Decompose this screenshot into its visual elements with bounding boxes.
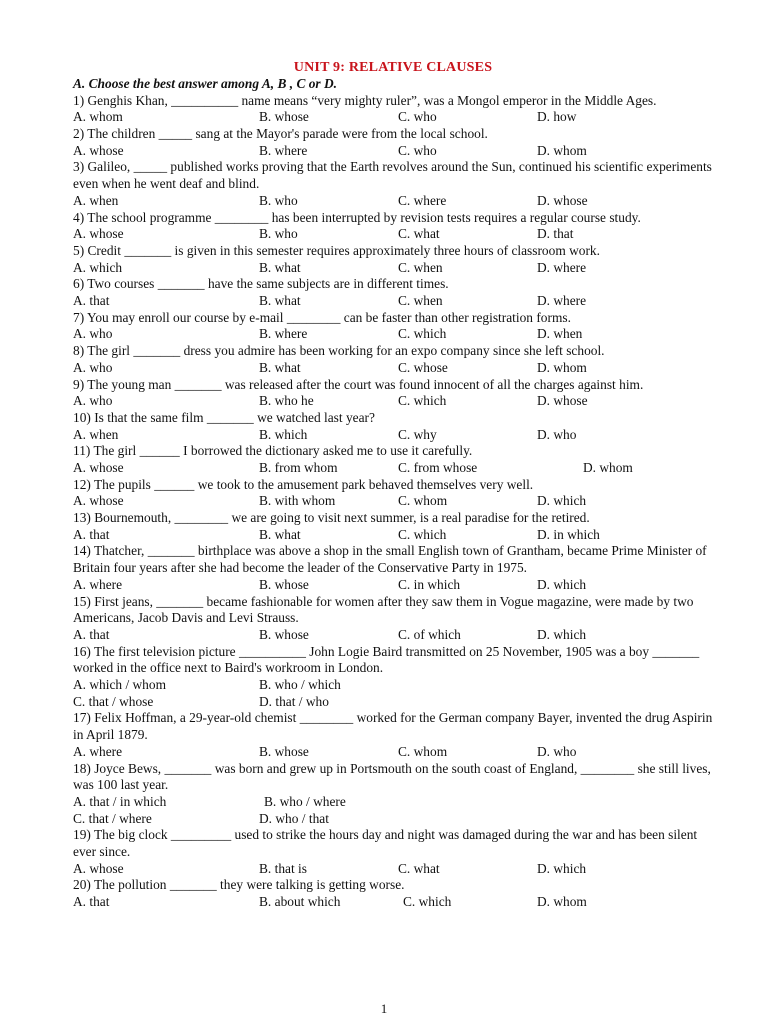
question-stem: 4) The school programme ________ has been interrupted by revision tests requires a regular course study.	[73, 209, 641, 225]
question-item	[73, 159, 713, 209]
answer-options-row	[73, 527, 713, 544]
answer-option[interactable]: D. who / that	[259, 810, 329, 826]
question-stem: 2) The children _____ sang at the Mayor's parade were from the local school.	[73, 126, 488, 142]
answer-option[interactable]: C. who	[398, 142, 437, 158]
question-stem: 9) The young man _______ was released after the court was found innocent of all the charges against him.	[73, 376, 644, 392]
question-stem: 17) Felix Hoffman, a 29-year-old chemist ________ worked for the German company Bayer, invented the drug Aspirin in April 1879.	[73, 710, 713, 743]
answer-option[interactable]: B. who	[259, 226, 298, 242]
answer-option[interactable]: C. what	[398, 860, 440, 876]
answer-option[interactable]: A. whose	[73, 860, 124, 876]
answer-option[interactable]: C. from whose	[398, 460, 478, 476]
answer-option[interactable]: A. where	[73, 576, 123, 592]
answer-option[interactable]: C. whom	[398, 743, 448, 759]
answer-options-row	[73, 811, 713, 828]
answer-options-row	[73, 493, 713, 510]
answer-options-row	[73, 577, 713, 594]
question-stem: 11) The girl ______ I borrowed the dictionary asked me to use it carefully.	[73, 443, 473, 459]
question-item	[73, 93, 713, 126]
answer-option[interactable]: B. who he	[259, 393, 314, 409]
answer-option[interactable]: C. which	[398, 326, 447, 342]
question-item	[73, 594, 713, 644]
answer-option[interactable]: D. whose	[537, 192, 588, 208]
answer-option[interactable]: C. whom	[398, 493, 448, 509]
answer-option[interactable]: A. when	[73, 192, 119, 208]
answer-option[interactable]: A. who	[73, 326, 113, 342]
question-item	[73, 710, 713, 760]
answer-options-row	[73, 143, 713, 160]
answer-option[interactable]: B. from whom	[259, 460, 338, 476]
answer-option[interactable]: D. where	[537, 293, 587, 309]
answer-option[interactable]: A. whose	[73, 460, 124, 476]
answer-option[interactable]: B. which	[259, 426, 308, 442]
answer-option[interactable]: B. where	[259, 326, 308, 342]
question-stem: 6) Two courses _______ have the same subjects are in different times.	[73, 276, 449, 292]
answer-option[interactable]: B. what	[259, 359, 301, 375]
answer-option[interactable]: D. which	[537, 626, 587, 642]
answer-option[interactable]: C. which	[398, 526, 447, 542]
answer-option[interactable]: B. with whom	[259, 493, 336, 509]
answer-option[interactable]: A. that	[73, 526, 110, 542]
answer-option[interactable]: A. who	[73, 393, 113, 409]
answer-option[interactable]: D. whom	[537, 142, 587, 158]
answer-option[interactable]: D. which	[537, 576, 587, 592]
answer-option[interactable]: A. who	[73, 359, 113, 375]
question-item	[73, 827, 713, 877]
question-item	[73, 761, 713, 828]
answer-option[interactable]: D. when	[537, 326, 583, 342]
question-item	[73, 126, 713, 159]
answer-options-row	[73, 861, 713, 878]
question-stem: 8) The girl _______ dress you admire has been working for an expo company since she left school.	[73, 343, 605, 359]
answer-option[interactable]: A. that	[73, 626, 110, 642]
question-item	[73, 510, 713, 543]
question-item	[73, 377, 713, 410]
answer-options-row	[73, 894, 713, 911]
answer-option[interactable]: C. which	[403, 894, 452, 910]
question-item	[73, 443, 713, 476]
section-instruction: A. Choose the best answer among A, B , C or D.	[73, 76, 338, 91]
page-number: 1	[380, 1001, 388, 1016]
answer-option[interactable]: C. whose	[398, 359, 448, 375]
answer-options-row	[73, 293, 713, 310]
answer-option[interactable]: B. about which	[259, 894, 341, 910]
answer-option[interactable]: B. whose	[259, 743, 309, 759]
answer-option[interactable]: C. in which	[398, 576, 461, 592]
question-stem: 10) Is that the same film _______ we watched last year?	[73, 409, 375, 425]
answer-option[interactable]: B. what	[259, 259, 301, 275]
answer-option[interactable]: A. when	[73, 426, 119, 442]
answer-options-row	[73, 694, 713, 711]
page-title: UNIT 9: RELATIVE CLAUSES	[293, 60, 493, 75]
question-item	[73, 343, 713, 376]
answer-option[interactable]: C. that / where	[73, 810, 152, 826]
answer-option[interactable]: C. of which	[398, 626, 461, 642]
question-stem: 19) The big clock _________ used to strike the hours day and night was damaged during the war and has been silent ever since.	[73, 827, 698, 860]
answer-option[interactable]: B. what	[259, 526, 301, 542]
answer-option[interactable]: C. when	[398, 259, 443, 275]
answer-option[interactable]: D. whom	[537, 894, 587, 910]
answer-option[interactable]: D. in which	[537, 526, 600, 542]
answer-option[interactable]: D. which	[537, 493, 587, 509]
answer-option[interactable]: D. which	[537, 860, 587, 876]
answer-options-row	[73, 627, 713, 644]
answer-option[interactable]: A. where	[73, 743, 123, 759]
question-stem: 7) You may enroll our course by e-mail ________ can be faster than other registration forms.	[73, 309, 571, 325]
question-item	[73, 276, 713, 309]
answer-option[interactable]: C. when	[398, 293, 443, 309]
answer-option[interactable]: B. that is	[259, 860, 307, 876]
question-stem: 14) Thatcher, _______ birthplace was above a shop in the small English town of Grantham, became Prime Minister of Britain four years after she had become the leader of the Conservative Party in 1975.	[73, 543, 707, 576]
answer-option[interactable]: D. how	[537, 109, 577, 125]
question-item	[73, 477, 713, 510]
question-list	[73, 93, 713, 911]
answer-options-row	[73, 794, 713, 811]
answer-option[interactable]: B. whose	[259, 576, 309, 592]
answer-option[interactable]: A. which / whom	[73, 677, 166, 693]
answer-option[interactable]: A. whose	[73, 142, 124, 158]
answer-option[interactable]: C. where	[398, 192, 447, 208]
answer-options-row	[73, 677, 713, 694]
answer-option[interactable]: B. who / which	[259, 677, 341, 693]
answer-options-row	[73, 326, 713, 343]
answer-option[interactable]: B. who	[259, 192, 298, 208]
answer-option[interactable]: C. that / whose	[73, 693, 154, 709]
answer-option[interactable]: D. that	[537, 226, 574, 242]
answer-option[interactable]: B. whose	[259, 109, 309, 125]
answer-option[interactable]: A. whom	[73, 109, 123, 125]
answer-option[interactable]: D. who	[537, 743, 577, 759]
question-stem: 13) Bournemouth, ________ we are going to visit next summer, is a real paradise for the retired.	[73, 510, 590, 526]
answer-option[interactable]: B. where	[259, 142, 308, 158]
answer-option[interactable]: C. which	[398, 393, 447, 409]
answer-options-row	[73, 744, 713, 761]
question-item	[73, 310, 713, 343]
question-item	[73, 410, 713, 443]
answer-option[interactable]: D. whom	[537, 359, 587, 375]
answer-option[interactable]: A. that	[73, 894, 110, 910]
question-stem: 16) The first television picture __________ John Logie Baird transmitted on 25 November, 1905 was a boy _______ worked in the office next to Baird's workroom in London.	[73, 643, 700, 676]
answer-option[interactable]: A. that	[73, 293, 110, 309]
question-stem: 15) First jeans, _______ became fashionable for women after they saw them in Vogue magazine, were made by two Americans, Jacob Davis and Levi Strauss.	[73, 593, 694, 626]
answer-options-row	[73, 109, 713, 126]
question-stem: 12) The pupils ______ we took to the amusement park behaved themselves very well.	[73, 476, 534, 492]
question-stem: 3) Galileo, _____ published works proving that the Earth revolves around the Sun, continued his scientific experiments even when he went deaf and blind.	[73, 159, 712, 192]
answer-options-row	[73, 393, 713, 410]
answer-options-row	[73, 427, 713, 444]
question-item	[73, 877, 713, 910]
answer-options-row	[73, 260, 713, 277]
answer-option[interactable]: D. where	[537, 259, 587, 275]
question-stem: 18) Joyce Bews, _______ was born and grew up in Portsmouth on the south coast of England, ________ she still lives, was 100 last year.	[73, 760, 711, 793]
question-stem: 5) Credit _______ is given in this semester requires approximately three hours of classroom work.	[73, 242, 600, 258]
answer-options-row	[73, 360, 713, 377]
answer-option[interactable]: A. whose	[73, 226, 124, 242]
question-item	[73, 644, 713, 711]
answer-options-row	[73, 226, 713, 243]
answer-option[interactable]: A. which	[73, 259, 123, 275]
answer-options-row	[73, 193, 713, 210]
answer-options-row	[73, 460, 713, 477]
answer-option[interactable]: C. why	[398, 426, 437, 442]
question-item	[73, 243, 713, 276]
answer-option[interactable]: B. who / where	[264, 793, 346, 809]
answer-option[interactable]: C. what	[398, 226, 440, 242]
question-item	[73, 210, 713, 243]
answer-option[interactable]: B. what	[259, 293, 301, 309]
answer-option[interactable]: D. whose	[537, 393, 588, 409]
question-item	[73, 543, 713, 593]
answer-option[interactable]: D. that / who	[259, 693, 329, 709]
worksheet-page	[73, 59, 713, 911]
answer-option[interactable]: B. whose	[259, 626, 309, 642]
question-stem: 20) The pollution _______ they were talking is getting worse.	[73, 877, 405, 893]
answer-option[interactable]: C. who	[398, 109, 437, 125]
question-stem: 1) Genghis Khan, __________ name means “very mighty ruler”, was a Mongol emperor in the Middle Ages.	[73, 92, 657, 108]
answer-option[interactable]: A. that / in which	[73, 793, 167, 809]
answer-option[interactable]: D. who	[537, 426, 577, 442]
answer-option[interactable]: D. whom	[583, 460, 633, 476]
answer-option[interactable]: A. whose	[73, 493, 124, 509]
